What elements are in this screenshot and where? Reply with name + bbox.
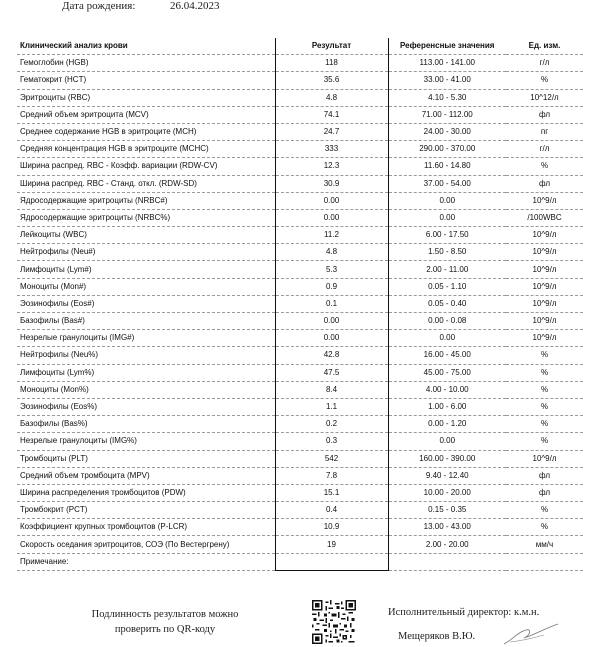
patient-info: [0, 0, 600, 18]
result-cell: 5.3: [275, 261, 388, 278]
test-name-cell: Незрелые гранулоциты (IMG#): [17, 330, 275, 347]
table-row: [17, 553, 583, 570]
column-header-test: Клинический анализ крови: [20, 41, 128, 51]
test-name-cell: Лимфоциты (Lym%): [17, 364, 275, 381]
result-cell: 0.4: [275, 502, 388, 519]
reference-cell: 71.00 - 112.00: [388, 106, 506, 123]
table-row: [17, 209, 583, 226]
unit-cell: %: [506, 416, 583, 433]
result-cell: 0.00: [275, 313, 388, 330]
reference-cell: 0.00: [388, 330, 506, 347]
result-cell: 0.00: [275, 192, 388, 209]
unit-cell: %: [506, 381, 583, 398]
result-cell: 118: [275, 55, 388, 72]
result-cell: 47.5: [275, 364, 388, 381]
unit-cell: мм/ч: [506, 536, 583, 553]
dob-value: 26.04.2023: [170, 0, 220, 12]
director-name: Мещеряков В.Ю.: [398, 631, 476, 642]
test-name-cell: Ядросодержащие эритроциты (NRBC#): [17, 192, 275, 209]
table-row: [17, 398, 583, 415]
unit-cell: 10^9/л: [506, 278, 583, 295]
blood-test-table: [17, 38, 583, 571]
unit-cell: [506, 553, 583, 570]
unit-cell: %: [506, 347, 583, 364]
test-name-cell: Базофилы (Bas%): [17, 416, 275, 433]
result-cell: 333: [275, 141, 388, 158]
unit-cell: 10^9/л: [506, 450, 583, 467]
result-cell: 0.1: [275, 295, 388, 312]
result-cell: 4.8: [275, 89, 388, 106]
test-name-cell: Коэффициент крупных тромбоцитов (P-LCR): [17, 519, 275, 536]
table-row: [17, 450, 583, 467]
test-name-cell: Ширина распределения тромбоцитов (PDW): [17, 484, 275, 501]
table-body: [17, 55, 583, 571]
unit-cell: фл: [506, 467, 583, 484]
reference-cell: 0.00: [388, 433, 506, 450]
table-row: [17, 192, 583, 209]
unit-cell: 10^9/л: [506, 330, 583, 347]
reference-cell: 10.00 - 20.00: [388, 484, 506, 501]
result-cell: 12.3: [275, 158, 388, 175]
test-name-cell: Средняя концентрация HGB в эритроците (MCHC): [17, 141, 275, 158]
verify-note: [60, 607, 270, 637]
table-row: [17, 347, 583, 364]
test-name-cell: Средний объем тромбоцита (MPV): [17, 467, 275, 484]
result-cell: 24.7: [275, 123, 388, 140]
table-row: [17, 175, 583, 192]
unit-cell: %: [506, 433, 583, 450]
reference-cell: 11.60 - 14.80: [388, 158, 506, 175]
result-cell: 0.3: [275, 433, 388, 450]
test-name-cell: Незрелые гранулоциты (IMG%): [17, 433, 275, 450]
test-name-cell: Эозинофилы (Eos%): [17, 398, 275, 415]
test-name-cell: Ширина распред. RBC - Коэфф. вариации (RDW-CV): [17, 158, 275, 175]
table-row: [17, 227, 583, 244]
test-name-cell: Нейтрофилы (Neu#): [17, 244, 275, 261]
table-row: [17, 433, 583, 450]
result-cell: 8.4: [275, 381, 388, 398]
result-cell: 0.2: [275, 416, 388, 433]
unit-cell: фл: [506, 106, 583, 123]
table-row: [17, 158, 583, 175]
reference-cell: 4.10 - 5.30: [388, 89, 506, 106]
reference-cell: 0.00: [388, 209, 506, 226]
director-title: Исполнительный директор: к.м.н.: [388, 607, 540, 618]
table-row: [17, 502, 583, 519]
table-row: [17, 467, 583, 484]
test-name-cell: Моноциты (Mon#): [17, 278, 275, 295]
result-cell: 10.9: [275, 519, 388, 536]
table-row: [17, 89, 583, 106]
result-cell: 0.9: [275, 278, 388, 295]
result-cell: 542: [275, 450, 388, 467]
reference-cell: 0.00: [388, 192, 506, 209]
reference-cell: 113.00 - 141.00: [388, 55, 506, 72]
table-row: [17, 484, 583, 501]
reference-cell: 0.05 - 1.10: [388, 278, 506, 295]
table-row: [17, 381, 583, 398]
result-cell: 15.1: [275, 484, 388, 501]
table-row: [17, 244, 583, 261]
table-row: [17, 106, 583, 123]
result-cell: 42.8: [275, 347, 388, 364]
test-name-cell: Лейкоциты (WBC): [17, 227, 275, 244]
reference-cell: 0.05 - 0.40: [388, 295, 506, 312]
unit-cell: %: [506, 72, 583, 89]
table-row: [17, 55, 583, 72]
reference-cell: 45.00 - 75.00: [388, 364, 506, 381]
reference-cell: 4.00 - 10.00: [388, 381, 506, 398]
test-name-cell: Эозинофилы (Eos#): [17, 295, 275, 312]
unit-cell: %: [506, 158, 583, 175]
unit-cell: 10^12/л: [506, 89, 583, 106]
reference-cell: 9.40 - 12.40: [388, 467, 506, 484]
result-cell: 0.00: [275, 330, 388, 347]
result-cell: 35.6: [275, 72, 388, 89]
unit-cell: %: [506, 398, 583, 415]
table-row: [17, 416, 583, 433]
unit-cell: 10^9/л: [506, 261, 583, 278]
unit-cell: г/л: [506, 141, 583, 158]
footer: [0, 600, 600, 647]
table-row: [17, 519, 583, 536]
table-row: [17, 295, 583, 312]
table-row: [17, 141, 583, 158]
table-row: [17, 261, 583, 278]
test-name-cell: Тромбокрит (PCT): [17, 502, 275, 519]
table-row: [17, 364, 583, 381]
unit-cell: г/л: [506, 55, 583, 72]
test-name-cell: Гематокрит (HCT): [17, 72, 275, 89]
result-cell: 7.8: [275, 467, 388, 484]
result-cell: 4.8: [275, 244, 388, 261]
reference-cell: 160.00 - 390.00: [388, 450, 506, 467]
reference-cell: 0.15 - 0.35: [388, 502, 506, 519]
reference-cell: [388, 553, 506, 570]
reference-cell: 24.00 - 30.00: [388, 123, 506, 140]
reference-cell: 0.00 - 0.08: [388, 313, 506, 330]
signature-icon: [500, 622, 560, 647]
reference-cell: 2.00 - 11.00: [388, 261, 506, 278]
unit-cell: пг: [506, 123, 583, 140]
reference-cell: 290.00 - 370.00: [388, 141, 506, 158]
reference-cell: 2.00 - 20.00: [388, 536, 506, 553]
column-header-result: Результат: [275, 38, 388, 55]
reference-cell: 16.00 - 45.00: [388, 347, 506, 364]
result-cell: 11.2: [275, 227, 388, 244]
table-row: [17, 278, 583, 295]
reference-cell: 0.00 - 1.20: [388, 416, 506, 433]
unit-cell: %: [506, 502, 583, 519]
qr-code-icon: [312, 600, 356, 644]
test-name-cell: Базофилы (Bas#): [17, 313, 275, 330]
test-name-cell: Нейтрофилы (Neu%): [17, 347, 275, 364]
unit-cell: /100WBC: [506, 209, 583, 226]
unit-cell: 10^9/л: [506, 192, 583, 209]
reference-cell: 13.00 - 43.00: [388, 519, 506, 536]
test-name-cell: Примечание:: [17, 553, 275, 570]
column-header-unit: Ед. изм.: [528, 41, 561, 51]
test-name-cell: Эритроциты (RBC): [17, 89, 275, 106]
table-row: [17, 536, 583, 553]
unit-cell: 10^9/л: [506, 227, 583, 244]
reference-cell: 33.00 - 41.00: [388, 72, 506, 89]
unit-cell: 10^9/л: [506, 313, 583, 330]
test-name-cell: Моноциты (Mon%): [17, 381, 275, 398]
reference-cell: 1.50 - 8.50: [388, 244, 506, 261]
column-header-reference: Референсные значения: [400, 41, 495, 51]
unit-cell: %: [506, 519, 583, 536]
unit-cell: %: [506, 364, 583, 381]
result-cell: 30.9: [275, 175, 388, 192]
test-name-cell: Тромбоциты (PLT): [17, 450, 275, 467]
verify-line-2: проверить по QR-коду: [114, 624, 216, 635]
reference-cell: 1.00 - 6.00: [388, 398, 506, 415]
result-cell: 19: [275, 536, 388, 553]
result-cell: [275, 553, 388, 570]
result-cell: 0.00: [275, 209, 388, 226]
unit-cell: фл: [506, 484, 583, 501]
test-name-cell: Лимфоциты (Lym#): [17, 261, 275, 278]
test-name-cell: Гемоглобин (HGB): [17, 55, 275, 72]
table-row: [17, 123, 583, 140]
test-name-cell: Среднее содержание HGB в эритроците (MCH): [17, 123, 275, 140]
table-row: [17, 72, 583, 89]
unit-cell: фл: [506, 175, 583, 192]
result-cell: 74.1: [275, 106, 388, 123]
result-cell: 1.1: [275, 398, 388, 415]
test-name-cell: Ядросодержащие эритроциты (NRBC%): [17, 209, 275, 226]
table-row: [17, 330, 583, 347]
table-header-row: [17, 38, 583, 55]
unit-cell: 10^9/л: [506, 244, 583, 261]
reference-cell: 37.00 - 54.00: [388, 175, 506, 192]
table-row: [17, 313, 583, 330]
test-name-cell: Ширина распред. RBC - Станд. откл. (RDW-SD): [17, 175, 275, 192]
test-name-cell: Скорость оседания эритроцитов, СОЭ (По Вестергрену): [17, 536, 275, 553]
test-name-cell: Средний объем эритроцита (MCV): [17, 106, 275, 123]
dob-label: Дата рождения:: [62, 0, 136, 12]
verify-line-1: Подлинность результатов можно: [91, 609, 239, 620]
reference-cell: 6.00 - 17.50: [388, 227, 506, 244]
unit-cell: 10^9/л: [506, 295, 583, 312]
